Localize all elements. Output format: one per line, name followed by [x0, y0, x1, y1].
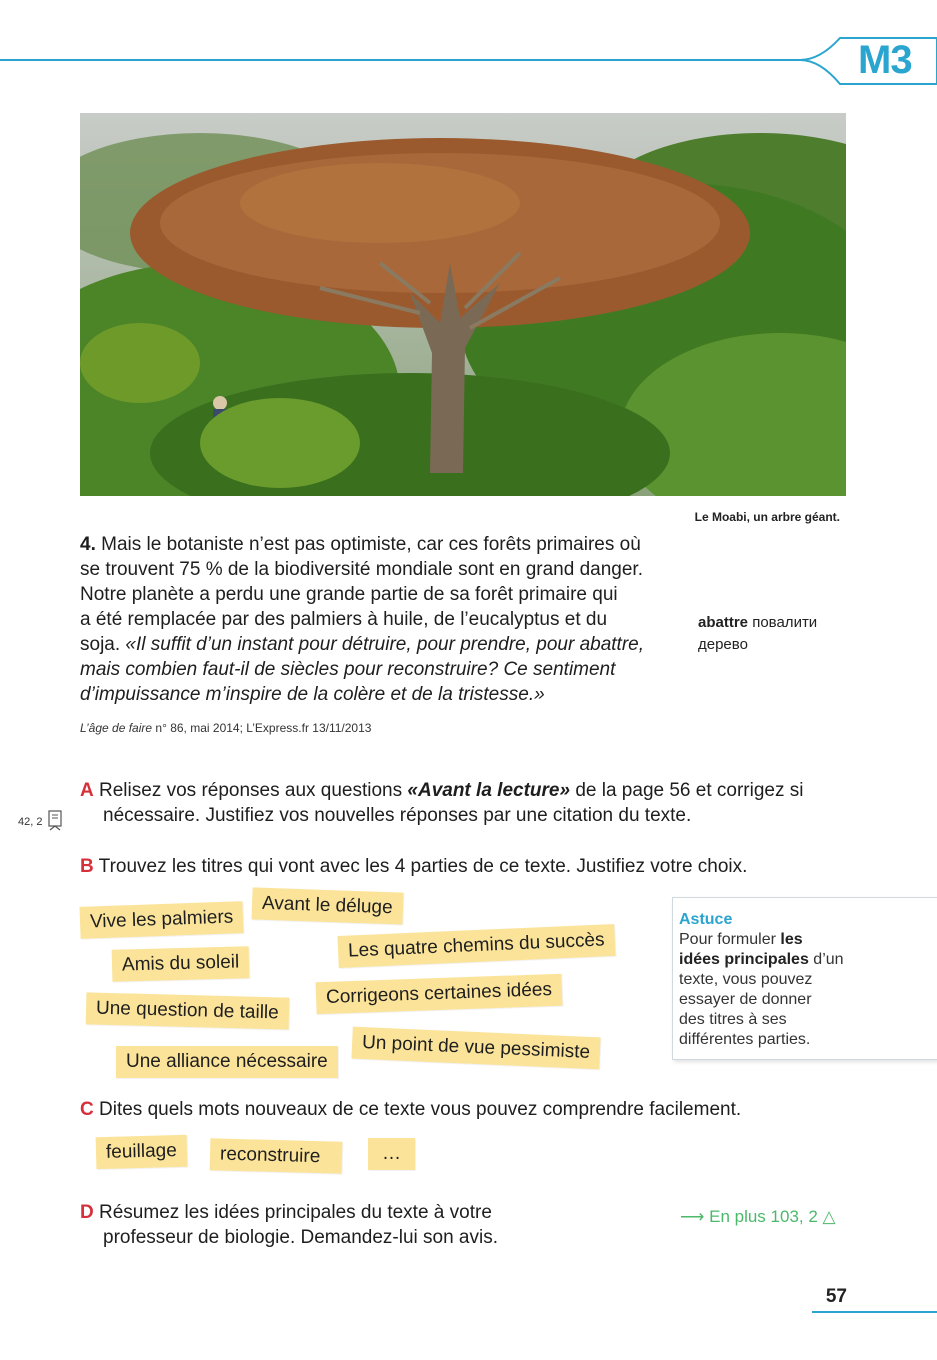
book-reference-icon — [46, 810, 64, 832]
header-rule — [0, 59, 800, 61]
question-d — [80, 1200, 540, 1250]
question-letter: A — [80, 780, 94, 801]
source-title: L’âge de faire — [80, 721, 153, 735]
paragraph-line: Notre planète a perdu une grande partie de sa forêt primaire qui — [80, 584, 618, 605]
arrow-right-icon: ⟶ — [680, 1207, 705, 1226]
tip-emphasis: les — [780, 931, 803, 948]
footer-rule — [812, 1311, 937, 1313]
title-tag: Vive les palmiers — [79, 901, 243, 939]
main-paragraph — [80, 532, 680, 707]
vocabulary-gloss — [698, 612, 898, 656]
photo-caption: Le Moabi, un arbre géant. — [694, 510, 840, 524]
source-citation — [80, 721, 371, 735]
question-text: Relisez vos réponses aux questions — [99, 780, 408, 801]
question-text: Dites quels mots nouveaux de ce texte vous pouvez comprendre facilement. — [99, 1099, 742, 1120]
moabi-tree-illustration — [80, 113, 846, 496]
source-details: n° 86, mai 2014; L’Express.fr 13/11/2013 — [152, 721, 372, 735]
question-text: Trouvez les titres qui vont avec les 4 parties de ce texte. Justifiez votre choix. — [98, 856, 748, 877]
question-text: nécessaire. Justifiez vos nouvelles réponses par une citation du texte. — [103, 805, 692, 826]
en-plus-reference — [680, 1207, 836, 1227]
quote-line: mais combien faut-il de siècles pour reconstruire? Ce sentiment — [80, 659, 616, 680]
title-tag: Les quatre chemins du succès — [337, 924, 615, 968]
title-tag: Amis du soleil — [112, 946, 250, 982]
paragraph-number: 4. — [80, 534, 96, 555]
tip-emphasis: idées principales — [679, 951, 809, 968]
title-tag: Avant le déluge — [251, 887, 403, 924]
word-tag: reconstruire — [210, 1138, 343, 1173]
question-a — [80, 778, 840, 828]
tip-text: d’un — [808, 951, 844, 968]
question-letter: D — [80, 1202, 94, 1223]
tip-text: texte, vous pouvez — [679, 971, 813, 988]
gloss-translation: дерево — [698, 636, 748, 653]
tip-text: différentes parties. — [679, 1031, 811, 1048]
paragraph-line: a été remplacée par des palmiers à huile, de l’eucalyptus et du — [80, 609, 608, 630]
title-tag: Une alliance nécessaire — [116, 1046, 338, 1078]
question-c — [80, 1097, 840, 1122]
tip-text: des titres à ses — [679, 1011, 787, 1028]
chapter-badge: M3 — [858, 38, 912, 82]
gloss-word: abattre — [698, 614, 749, 631]
title-tag: Une question de taille — [86, 992, 290, 1029]
tip-box — [672, 897, 937, 1060]
paragraph-line: se trouvent 75 % de la biodiversité mondiale sont en grand danger. — [80, 559, 643, 580]
word-tag: feuillage — [96, 1135, 188, 1169]
word-tag: … — [368, 1138, 415, 1170]
paragraph-line: Mais le botaniste n’est pas optimiste, car ces forêts primaires où — [101, 534, 641, 555]
title-tag: Corrigeons certaines idées — [316, 974, 563, 1015]
question-text: Résumez les idées principales du texte à votre — [99, 1202, 492, 1223]
tip-text: Pour formuler — [679, 931, 781, 948]
question-text: professeur de biologie. Demandez-lui son avis. — [103, 1227, 498, 1248]
paragraph-line: soja. — [80, 634, 121, 655]
question-emphasis: «Avant la lecture» — [407, 780, 571, 801]
forest-photo — [80, 113, 846, 496]
quote-line: d’impuissance m’inspire de la colère et de la tristesse.» — [80, 684, 545, 705]
question-b — [80, 854, 840, 879]
question-text: de la page 56 et corrigez si — [570, 780, 804, 801]
tip-text: essayer de donner — [679, 991, 812, 1008]
page-number: 57 — [825, 1286, 847, 1307]
cross-reference: 42, 2 — [18, 816, 43, 828]
gloss-translation: повалити — [752, 614, 818, 631]
title-tag: Un point de vue pessimiste — [351, 1027, 600, 1070]
quote-line: «Il suffit d’un instant pour détruire, pour prendre, pour abattre, — [125, 634, 645, 655]
tip-title: Astuce — [679, 911, 733, 928]
question-letter: C — [80, 1099, 94, 1120]
en-plus-label: En plus 103, 2 △ — [709, 1207, 836, 1226]
question-letter: B — [80, 856, 94, 877]
